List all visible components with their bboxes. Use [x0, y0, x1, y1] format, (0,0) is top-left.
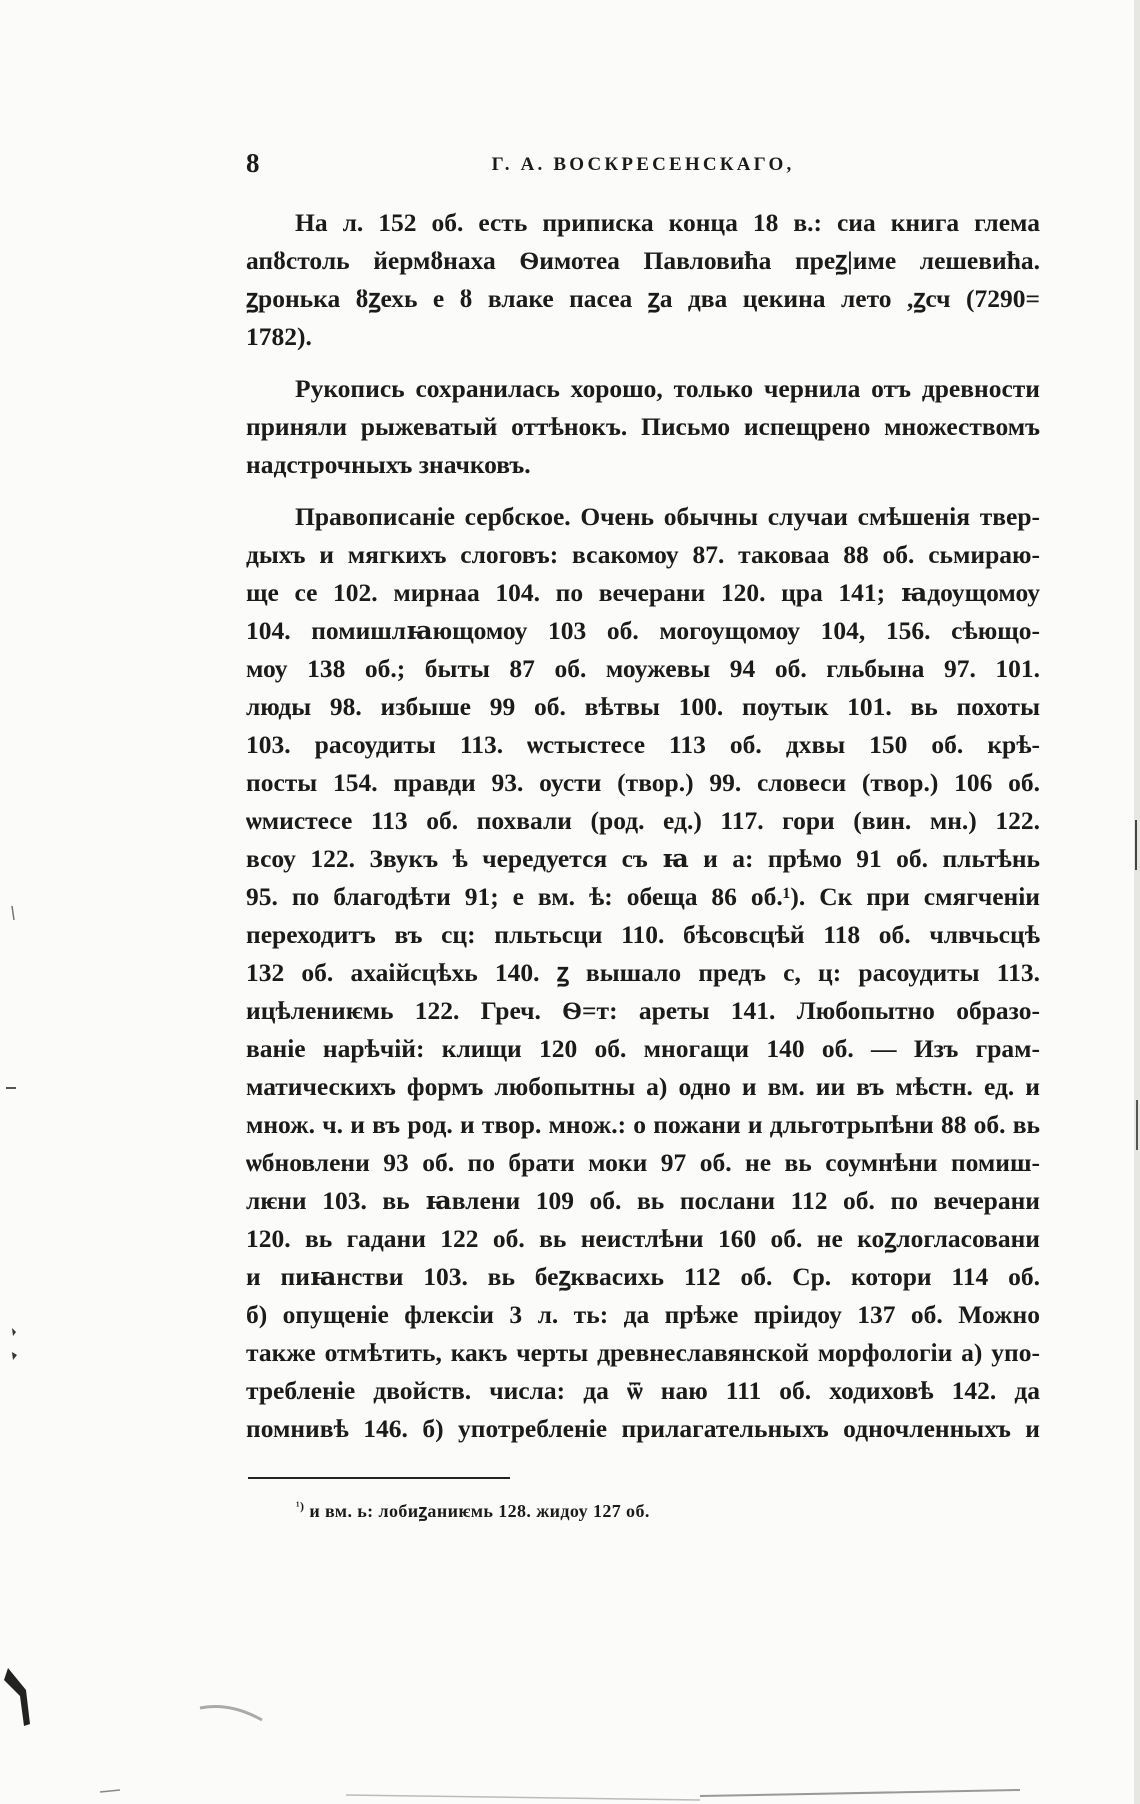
- footnote: [296, 1499, 650, 1523]
- body-text: [246, 204, 1040, 1462]
- footnote-divider: [248, 1477, 510, 1479]
- text-line: апȣстоль йермȣнаха Ѳимотеа Павловића преꙁ|име лешевића.: [246, 246, 1040, 275]
- text-line: и пиꙗнстви 103. вь беꙁквасихь 112 об. Ср. котори 114 об.: [246, 1262, 1040, 1291]
- text-line: помнивѣ 146. б) употребленіе прилагательныхъ одночленныхъ и: [246, 1414, 1040, 1443]
- text-line: переходитъ въ сц: пльтьсци 110. бѣсовсцѣй 118 об. члвчьсцѣ: [246, 920, 1040, 949]
- text-line: 95. по благодѣти 91; е вм. ѣ: обеща 86 об.¹). Ск при смягченіи: [246, 882, 1040, 911]
- text-line: моу 138 об.; быты 87 об. моужевы 94 об. гльбына 97. 101.: [246, 654, 1040, 683]
- text-line: Правописаніе сербское. Очень обычны случаи смѣшенія твер-: [295, 502, 1040, 531]
- text-line: 120. вь гадани 122 об. вь неистлѣни 160 об. не коꙁлогласовани: [246, 1224, 1040, 1253]
- text-line: ваніе нарѣчій: клищи 120 об. многащи 140 об. — Изъ грам-: [246, 1034, 1040, 1063]
- text-line: ꙁронька ȣꙁехь е ȣ влаке пасеа ꙁа два цекина лето ,ꙁсч (7290=: [246, 284, 1040, 313]
- paragraph-1: [246, 204, 1040, 356]
- text-line: Рукопись сохранилась хорошо, только чернила отъ древности: [295, 374, 1040, 403]
- footnote-text: и вм. ь: лобиꙁаниѥмь 128. жидоу 127 об.: [309, 1501, 650, 1521]
- text-line: требленіе двойств. числа: да ѿ наю 111 об. ходиховѣ 142. да: [246, 1376, 1040, 1405]
- text-line: матическихъ формъ любопытны а) одно и вм. ии въ мѣстн. ед. и: [246, 1072, 1040, 1101]
- text-line: 103. расоудиты 113. ѡстыстесе 113 об. дхвы 150 об. крѣ-: [246, 730, 1040, 759]
- text-line: также отмѣтить, какъ черты древнеславянской морфологіи а) упо-: [246, 1338, 1040, 1367]
- paragraph-2: [246, 370, 1040, 484]
- text-line: 132 об. ахаійсцѣхь 140. ꙁ вышало предъ с, ц: расоудиты 113.: [246, 958, 1040, 987]
- text-line: 1782).: [246, 322, 312, 351]
- text-line: На л. 152 об. есть приписка конца 18 в.: сиа книга глема: [295, 208, 1040, 237]
- running-head: [246, 148, 1040, 188]
- text-line: надстрочныхъ значковъ.: [246, 450, 531, 479]
- text-line: посты 154. правди 93. оусти (твор.) 99. словеси (твор.) 106 об.: [246, 768, 1040, 797]
- paragraph-3: [246, 498, 1040, 1448]
- text-line: ще се 102. мирнаа 104. по вечерани 120. цра 141; ꙗдоущомоу: [246, 578, 1040, 607]
- text-line: множ. ч. и въ род. и твор. множ.: о пожани и дльготрьпѣни 88 об. вь: [246, 1110, 1040, 1139]
- text-line: дыхъ и мягкихъ слоговъ: всакомоу 87. таковаа 88 об. сьмираю-: [246, 540, 1040, 569]
- text-line: 104. помишлꙗющомоу 103 об. могоущомоу 104, 156. сѣющо-: [246, 616, 1040, 645]
- page-number: 8: [246, 148, 260, 178]
- text-line: люды 98. избыше 99 об. вѣтвы 100. поутык 101. вь похоты: [246, 692, 1040, 721]
- running-title: Г. А. ВОСКРЕСЕНСКАГО,: [491, 154, 795, 175]
- text-line: ѡбновлени 93 об. по брати моки 97 об. не вь соумнѣни помиш-: [246, 1148, 1040, 1177]
- text-line: лѥни 103. вь ꙗвлени 109 об. вь послани 112 об. по вечерани: [246, 1186, 1040, 1215]
- footnote-marker: ¹): [296, 1499, 305, 1513]
- text-line: б) опущеніе флексіи 3 л. ть: да прѣже пріидоу 137 об. Можно: [246, 1300, 1040, 1329]
- text-line: ицѣлениѥмь 122. Греч. Ѳ=т: ареты 141. Любопытно образо-: [246, 996, 1040, 1025]
- text-line: ѡмистесе 113 об. похвали (род. ед.) 117. гори (вин. мн.) 122.: [246, 806, 1040, 835]
- text-line: всоу 122. Звукъ ѣ чередуется съ ꙗ и а: прѣмо 91 об. пльтѣнь: [246, 844, 1040, 873]
- text-line: приняли рыжеватый оттѣнокъ. Письмо испещрено множествомъ: [246, 412, 1040, 441]
